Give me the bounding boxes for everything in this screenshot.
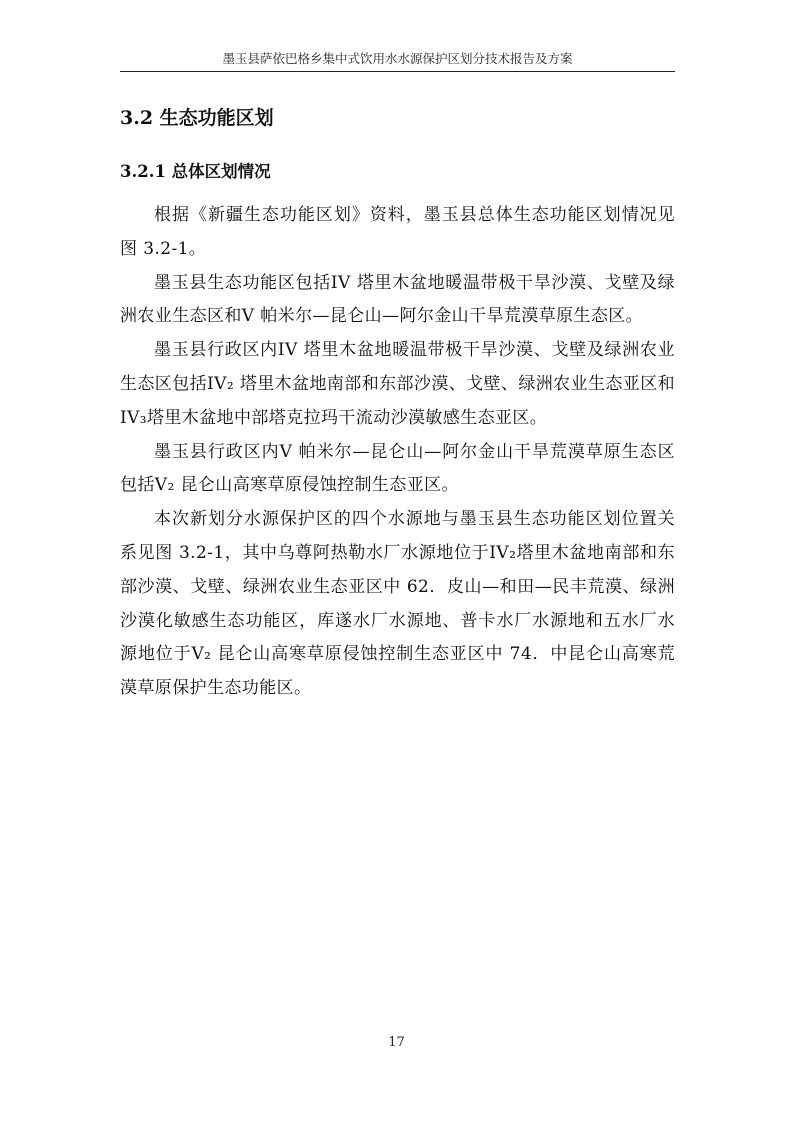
paragraph: 墨玉县行政区内V 帕米尔—昆仑山—阿尔金山干旱荒漠草原生态区包括V₂ 昆仑山高寒草原侵蚀控制生态亚区。	[120, 441, 675, 496]
subsection-heading: 3.2.1 总体区划情况	[120, 162, 271, 181]
body-text	[120, 199, 675, 706]
running-header: 墨玉县萨依巴格乡集中式饮用水水源保护区划分技术报告及方案	[222, 51, 573, 66]
section-heading: 3.2 生态功能区划	[120, 107, 274, 129]
paragraph: 墨玉县行政区内IV 塔里木盆地暖温带极干旱沙漠、戈壁及绿洲农业生态区包括IV₂ 塔里木盆地南部和东部沙漠、戈壁、绿洲农业生态亚区和IV₃塔里木盆地中部塔克拉玛干流动沙漠敏感生态亚区。	[120, 340, 675, 428]
paragraph: 墨玉县生态功能区包括IV 塔里木盆地暖温带极干旱沙漠、戈壁及绿洲农业生态区和V 帕米尔—昆仑山—阿尔金山干旱荒漠草原生态区。	[120, 272, 675, 327]
header-rule	[120, 71, 675, 72]
page-number: 17	[388, 1035, 405, 1050]
paragraph: 根据《新疆生态功能区划》资料，墨玉县总体生态功能区划情况见图 3.2-1。	[120, 205, 675, 259]
paragraph: 本次新划分水源保护区的四个水源地与墨玉县生态功能区划位置关系见图 3.2-1，其中乌尊阿热勒水厂水源地位于IV₂塔里木盆地南部和东部沙漠、戈壁、绿洲农业生态亚区中 62．皮山—和田—民丰荒漠、绿洲沙漠化敏感生态功能区，库遂水厂水源地、普卡水厂水源地和五水厂水源地位于V₂ 昆仑山高寒草原侵蚀控制生态亚区中 74．中昆仑山高寒荒漠草原保护生态功能区。	[120, 509, 675, 699]
